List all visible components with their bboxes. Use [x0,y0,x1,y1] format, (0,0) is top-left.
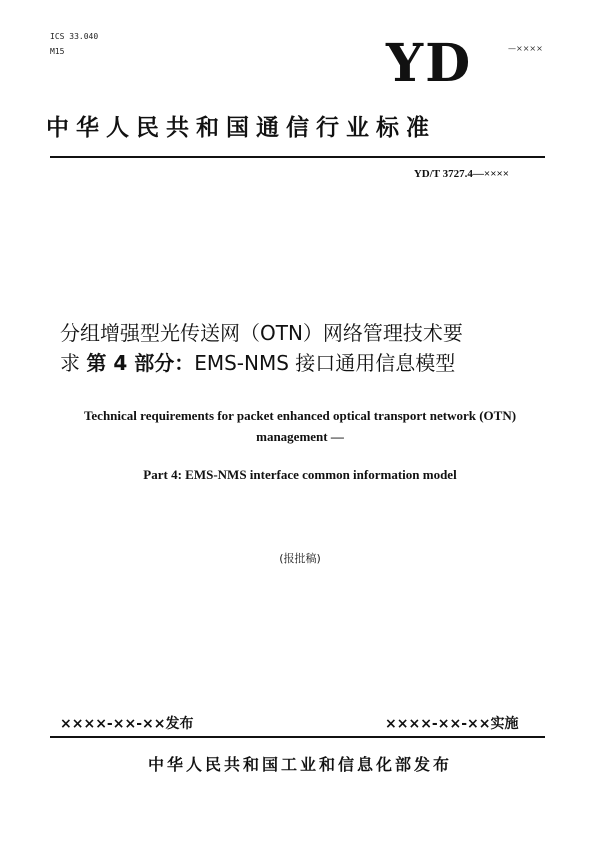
top-divider [50,156,545,158]
chinese-title-line2-suffix: EMS-NMS 接口通用信息模型 [194,351,456,375]
publisher: 中华人民共和国工业和信息化部发布 [147,755,452,774]
english-title-line1: Technical requirements for packet enhanced optical transport network (OTN) [83,408,517,423]
standard-code: YD/T 3727.4—×××× [413,168,509,180]
standard-type-title: 中华人民共和国通信行业标准 [46,115,436,141]
chinese-title-line1: 分组增强型光传送网（OTN）网络管理技术要 [60,321,463,345]
english-title-line2: management — [256,429,344,444]
bottom-divider [50,736,545,738]
yd-logo: YD [386,33,473,94]
english-part-title: Part 4: EMS-NMS interface common information model [143,467,457,482]
logo-suffix: —×××× [508,44,543,53]
chinese-title [60,318,550,378]
ics-code: ICS 33.040 [50,32,99,41]
chinese-title-part: 第 4 部分： [86,351,195,375]
chinese-title-line2-prefix: 求 [60,351,87,375]
implementation-date: ××××-××-××实施 [385,716,519,732]
classification-code: M15 [50,47,65,56]
draft-status: (报批稿) [279,552,321,565]
issue-date: ××××-××-××发布 [60,716,194,732]
